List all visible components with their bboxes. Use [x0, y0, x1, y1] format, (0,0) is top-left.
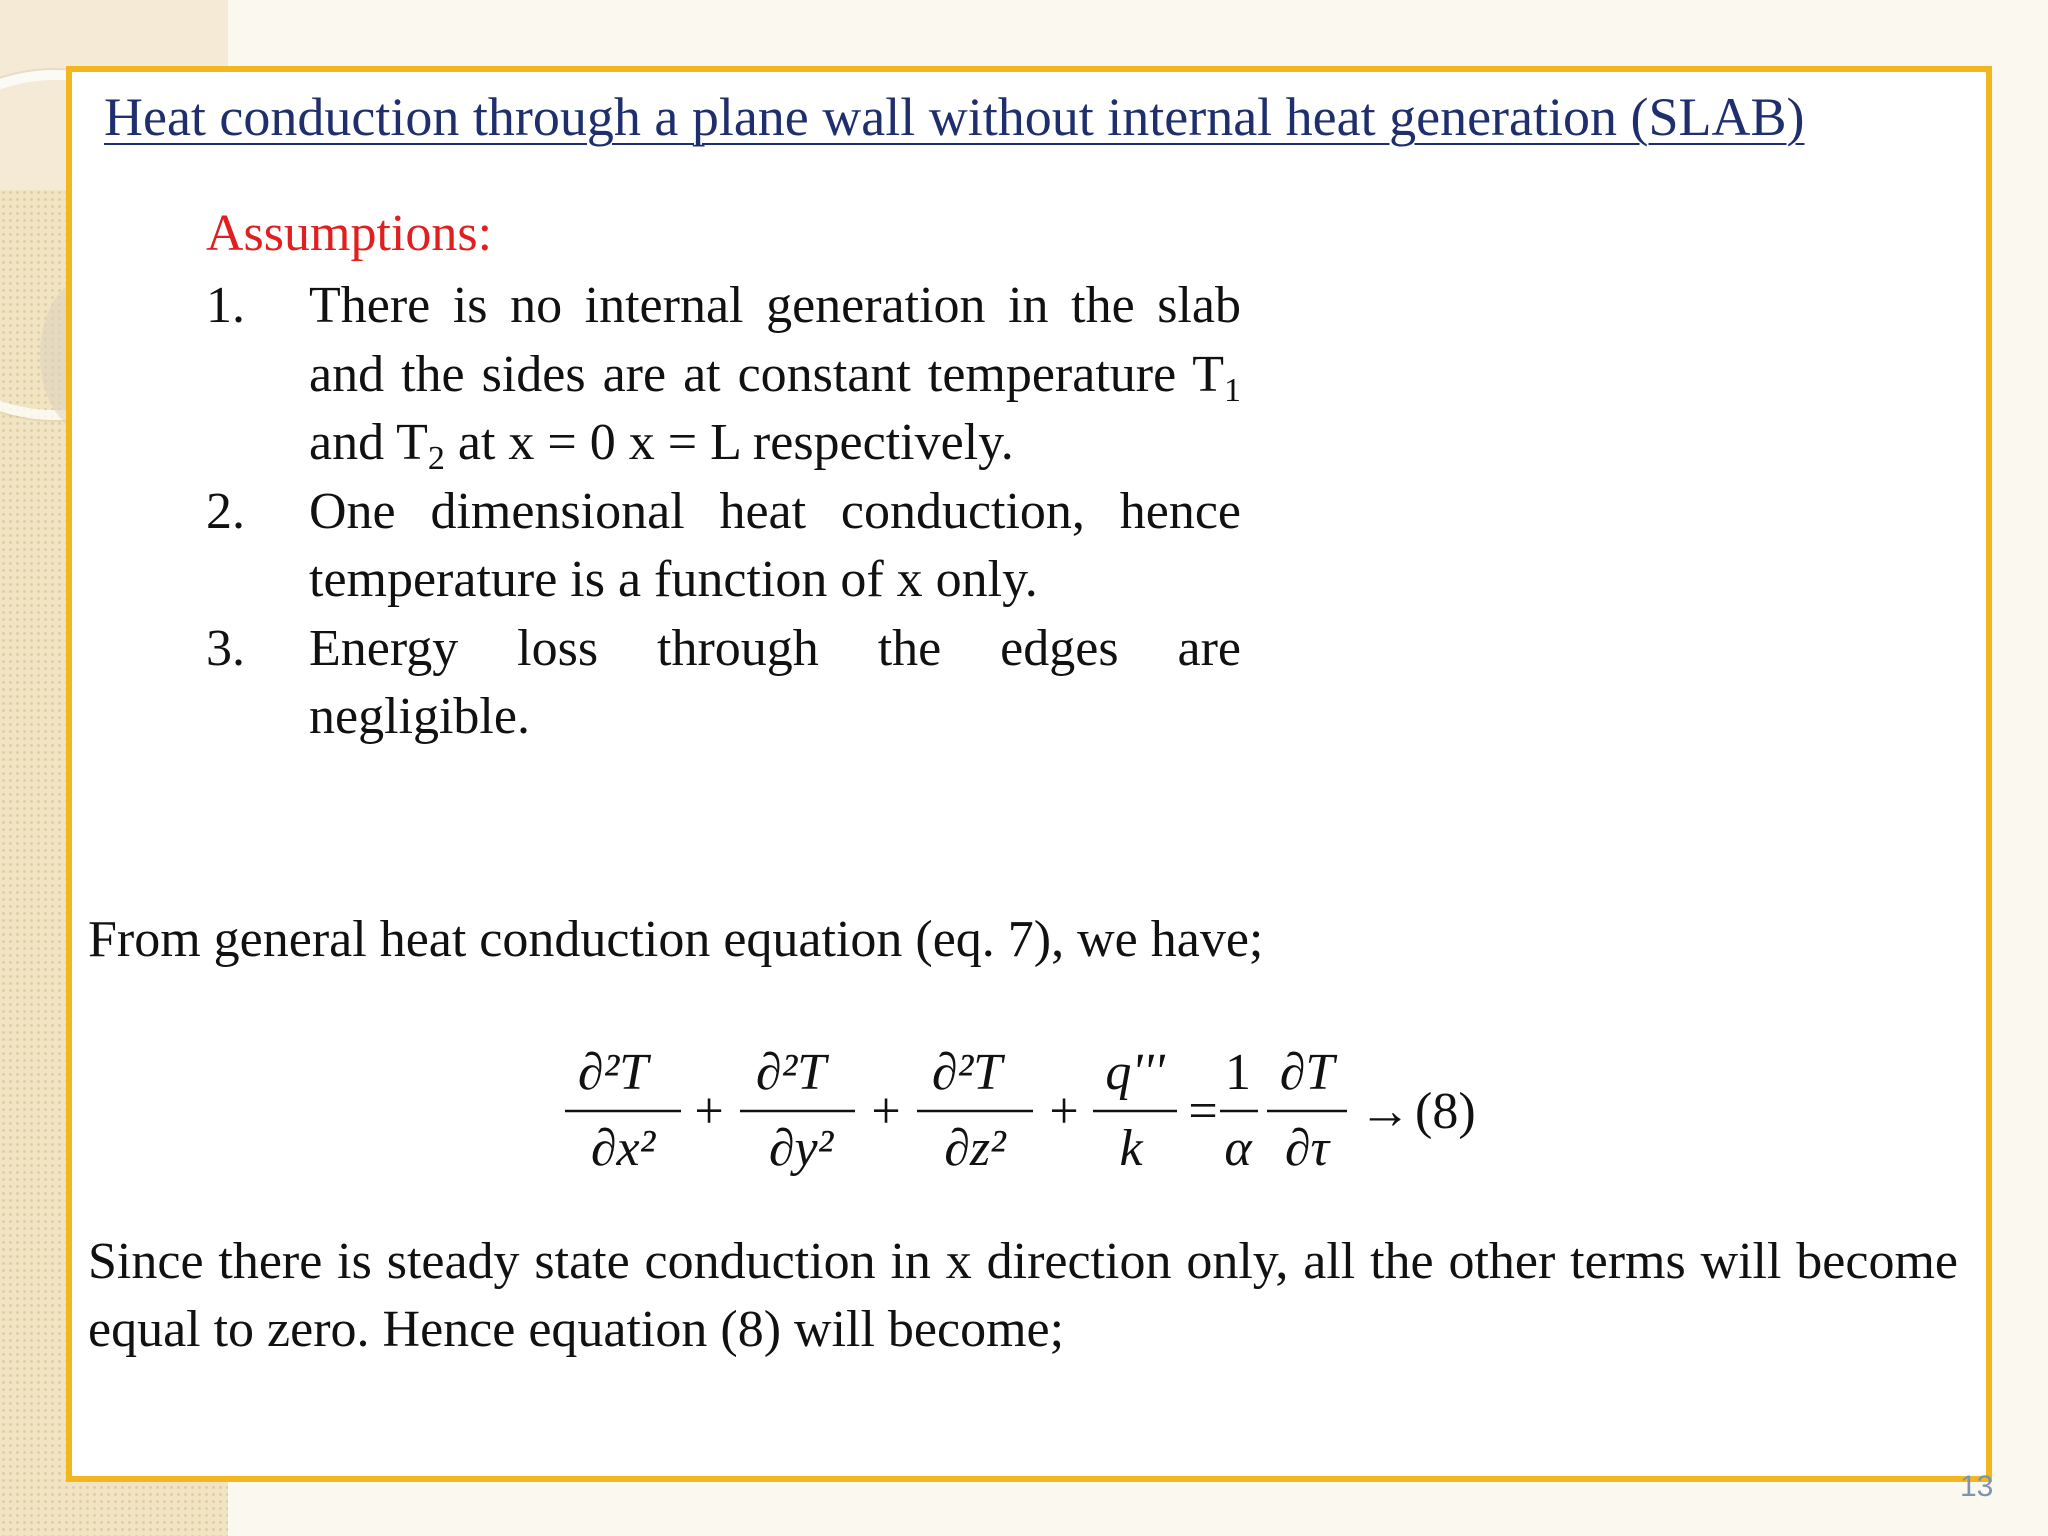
steady-state-paragraph: Since there is steady state conduction in x direction only, all the other terms will become equal to zero. Hence equation (8) will become; — [88, 1233, 1958, 1358]
assumption-text: One dimensional heat conduction, hence temperature is a function of x only. — [309, 482, 1241, 608]
fraction-numerator: ∂²T — [755, 1044, 827, 1101]
assumption-number: 2. — [206, 482, 245, 540]
assumptions-list — [206, 272, 1241, 752]
assumptions-heading: Assumptions: — [206, 205, 493, 262]
intro-paragraph: From general heat conduction equation (eq. 7), we have; — [88, 911, 1264, 968]
assumption-item-3 — [206, 615, 1241, 752]
arrow-icon: → — [1359, 1083, 1411, 1140]
plus-sign: + — [871, 1083, 901, 1140]
slide-title: Heat conduction through a plane wall without internal heat generation (SLAB) — [104, 87, 1805, 147]
assumption-item-1 — [206, 272, 1241, 478]
page-number: 13 — [1960, 1470, 1994, 1503]
fraction-numerator: ∂T — [1279, 1044, 1335, 1101]
fraction-denominator: α — [1224, 1120, 1252, 1177]
fraction-denominator: ∂τ — [1284, 1120, 1330, 1177]
fraction-denominator: ∂y² — [768, 1120, 834, 1177]
assumption-text: Energy loss through the edges are negligible. — [309, 619, 1241, 745]
plus-sign: + — [694, 1083, 724, 1140]
equation-label: (8) — [1415, 1083, 1476, 1140]
subscript: 2 — [427, 440, 445, 477]
assumption-text-part: at x = 0 x = L respectively. — [444, 414, 1014, 471]
assumption-number: 3. — [206, 619, 245, 677]
fraction-numerator: 1 — [1225, 1044, 1251, 1101]
assumption-text-part: and T — [309, 414, 428, 471]
fraction-denominator: k — [1119, 1120, 1143, 1177]
heat-conduction-equation — [555, 1033, 1485, 1183]
assumption-number: 1. — [206, 277, 245, 334]
assumption-text-part: There is no internal generation in the slab and the sides are at constant temperature T — [309, 277, 1241, 403]
assumption-item-2 — [206, 478, 1241, 615]
fraction-denominator: ∂x² — [590, 1120, 656, 1177]
fraction-numerator: ∂²T — [577, 1044, 649, 1101]
fraction-numerator: q''' — [1105, 1044, 1165, 1101]
equals-sign: = — [1188, 1083, 1218, 1140]
fraction-denominator: ∂z² — [944, 1120, 1006, 1177]
plus-sign: + — [1049, 1083, 1079, 1140]
fraction-numerator: ∂²T — [931, 1044, 1003, 1101]
subscript: 1 — [1224, 371, 1241, 409]
